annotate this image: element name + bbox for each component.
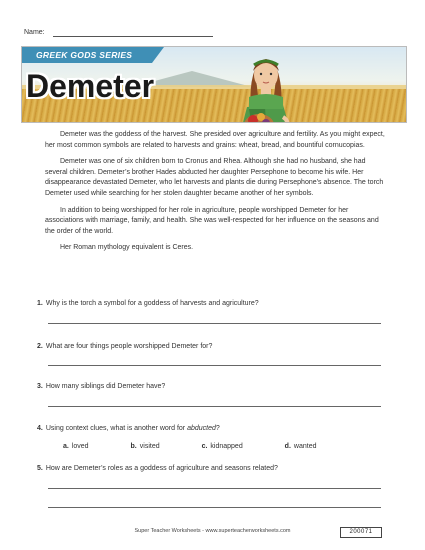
question-number: 5. [37, 465, 43, 472]
passage-paragraph: Her Roman mythology equivalent is Ceres. [60, 244, 194, 252]
question-text: How many siblings did Demeter have? [45, 383, 166, 390]
question-1 [37, 300, 259, 307]
question-text: What are four things people worshipped Demeter for? [45, 343, 213, 350]
question-3 [37, 383, 165, 390]
passage [45, 130, 385, 260]
answer-line[interactable] [48, 507, 381, 508]
answer-line[interactable] [48, 365, 381, 366]
footer-text: Super Teacher Worksheets - www.superteacherworksheets.com [134, 528, 291, 534]
answer-options [63, 443, 356, 450]
demeter-illustration [219, 47, 309, 123]
name-line [53, 36, 213, 37]
answer-line[interactable] [48, 323, 381, 324]
worksheet-code: 200071 [340, 527, 382, 538]
question-number: 3. [37, 383, 43, 390]
option-a[interactable]: a. loved [63, 443, 89, 450]
question-number: 4. [37, 425, 43, 432]
answer-line[interactable] [48, 488, 381, 489]
page-title: Demeter [26, 68, 155, 104]
passage-paragraph: Demeter was the goddess of the harvest. She presided over agriculture and fertility. As you might expect, her most common symbols are related to harvests and grains: wheat, bread, and bountiful cornucopias. [45, 131, 385, 149]
passage-paragraph: In addition to being worshipped for her role in agriculture, people worshipped Demeter for her associations with marriage, family, and health. She was well-respected for her influence on the seasons and the order of the world. [45, 206, 379, 235]
question-5 [37, 465, 278, 472]
question-number: 2. [37, 343, 43, 350]
question-4 [37, 425, 220, 432]
header-banner [21, 46, 407, 123]
option-c[interactable]: c. kidnapped [201, 443, 243, 450]
question-text-end: ? [215, 425, 220, 432]
question-2 [37, 343, 212, 350]
question-number: 1. [37, 300, 43, 307]
question-emphasis: abducted [187, 425, 216, 432]
question-text: How are Demeter’s roles as a goddess of agriculture and seasons related? [45, 465, 278, 472]
passage-paragraph: Demeter was one of six children born to Cronus and Rhea. Although she had no husband, she had several children. Demeter’s brother Hades abducted her daughter Persephone to become his wife. Her disappearance devastated Demeter, who let harvests and plants die during Persephone’s absence. The torch Demeter used while searching for her stolen daughter became another of her symbols. [45, 158, 384, 197]
series-label: GREEK GODS SERIES [36, 50, 133, 60]
question-text: Using context clues, what is another word for [45, 425, 188, 432]
question-text: Why is the torch a symbol for a goddess of harvests and agriculture? [45, 300, 259, 307]
name-label: Name: [24, 29, 45, 36]
series-tag [22, 47, 152, 63]
answer-line[interactable] [48, 406, 381, 407]
option-b[interactable]: b. visited [130, 443, 160, 450]
option-d[interactable]: d. wanted [284, 443, 317, 450]
